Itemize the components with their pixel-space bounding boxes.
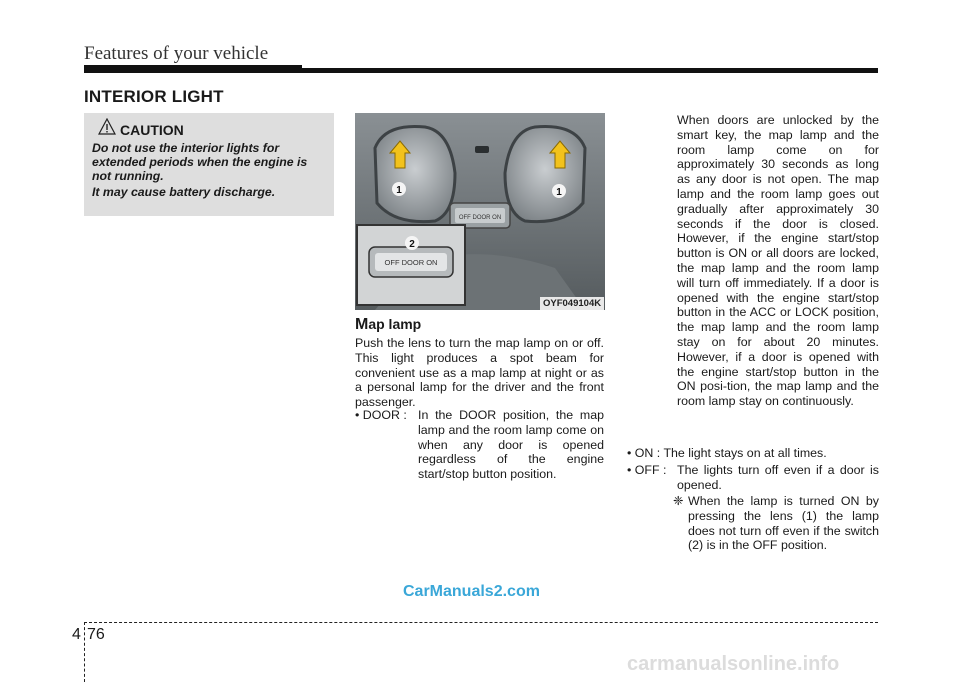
watermark-link[interactable]: CarManuals2.com	[403, 583, 540, 600]
map-lamp-title	[355, 316, 421, 334]
callout-1-right: 1	[556, 187, 562, 198]
page-number: 76	[87, 626, 105, 643]
caution-text	[92, 141, 328, 199]
footer-divider	[84, 622, 85, 682]
note-mark-icon: ❈	[673, 494, 684, 508]
section-title: INTERIOR LIGHT	[84, 87, 224, 106]
caution-line-2: It may cause battery discharge.	[92, 184, 276, 199]
header-title: Features of your vehicle	[84, 43, 269, 64]
switch-label: OFF DOOR ON	[384, 258, 438, 267]
map-lamp-figure	[355, 113, 605, 310]
on-item: • ON : The light stays on at all times.	[627, 446, 827, 460]
map-lamp-illustration	[355, 113, 605, 310]
right-column-text: When doors are unlocked by the smart key, the map lamp and the room lamp come on for approximately 30 seconds as long as any door is not open. The map lamp and the room lamp goes out gradually after approximately 30 seconds if the door is closed. However, if the engine start/stop button is ON or all doors are locked, the map lamp and the room lamp will turn off immediately. If a door is opened with the engine start/stop button in the ACC or LOCK position, the map lamp and the room lamp stay on for about 20 minutes. However, if a door is opened with the engine start/stop button in the ON posi-tion, the map lamp and the room lamp stay on continuously.	[677, 113, 879, 409]
off-text: The lights turn off even if a door is opened.	[677, 463, 879, 492]
callout-2: 2	[409, 239, 415, 250]
off-lead: • OFF :	[627, 463, 667, 477]
figure-code: OYF049104K	[540, 297, 604, 310]
svg-text:OFF DOOR ON: OFF DOOR ON	[458, 215, 502, 221]
map-lamp-title-rest: ap lamp	[368, 316, 422, 332]
header-rule	[84, 68, 878, 73]
door-lead: • DOOR :	[355, 408, 407, 422]
page-chapter: 4	[72, 626, 81, 643]
door-text: In the DOOR position, the map lamp and the room lamp come on when any door is opened regardless of the engine start/stop button position.	[418, 408, 604, 482]
note-text: When the lamp is turned ON by pressing the lens (1) the lamp does not turn off even if the switch (2) is in the OFF position.	[688, 494, 879, 553]
callout-1-left: 1	[396, 185, 402, 196]
warning-triangle-icon	[98, 118, 116, 136]
caution-line-1: Do not use the interior lights for extended periods when the engine is not running.	[92, 141, 308, 184]
map-lamp-description: Push the lens to turn the map lamp on or off. This light produces a spot beam for convenient use as a map lamp at night or as a personal lamp for the driver and the front passenger.	[355, 336, 604, 410]
site-watermark: carmanualsonline.info	[627, 653, 840, 675]
caution-heading: CAUTION	[120, 122, 184, 138]
footer-rule	[84, 622, 878, 623]
map-lamp-title-initial: M	[355, 316, 369, 333]
